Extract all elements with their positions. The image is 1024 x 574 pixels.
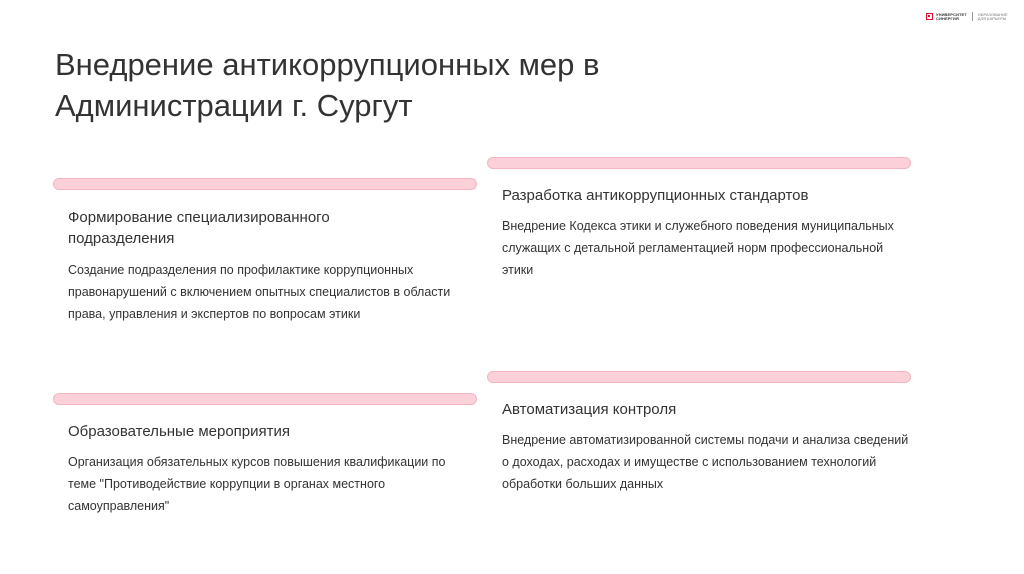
slide-title: Внедрение антикоррупционных мер в Администрации г. Сургут: [55, 47, 600, 123]
card-2-accent-bar: [487, 157, 911, 169]
card-1-title: Формирование специализированного подразделения: [68, 209, 330, 247]
logo-brand-text: [936, 13, 967, 21]
card-2-title: Разработка антикоррупционных стандартов: [502, 187, 809, 204]
logo-tagline: [978, 13, 1008, 21]
card-2-text: Внедрение Кодекса этики и служебного поведения муниципальных служащих с детальной регламентацией норм профессиональной этики: [502, 219, 894, 277]
card-4-accent-bar: [487, 371, 911, 383]
card-4-title: Автоматизация контроля: [502, 401, 677, 418]
brand-logo: [926, 12, 1008, 21]
logo-brand-line2: СИНЕРГИЯ: [936, 15, 959, 21]
card-4-text: Внедрение автоматизированной системы подачи и анализа сведений о доходах, расходах и имуществе с использованием технологий обработки больших данных: [502, 433, 909, 491]
card-3-title: Образовательные мероприятия: [68, 423, 291, 440]
logo-tagline-line2: ДЛЯ КАРЬЕРЫ: [977, 15, 1007, 21]
logo-divider: [972, 12, 973, 21]
logo-tagline-line1: ОБРАЗОВАНИЕ: [977, 11, 1008, 17]
card-3-text: Организация обязательных курсов повышения квалификации по теме "Противодействие коррупции в органах местного самоуправления": [68, 455, 446, 513]
logo-brand-line1: УНИВЕРСИТЕТ: [936, 11, 967, 17]
logo-mark-icon: [926, 13, 933, 20]
card-1-accent-bar: [53, 178, 477, 190]
card-3-accent-bar: [53, 393, 477, 405]
card-1-text: Создание подразделения по профилактике коррупционных правонарушений с включением опытных специалистов в области права, управления и экспертов по вопросам этики: [68, 263, 451, 321]
